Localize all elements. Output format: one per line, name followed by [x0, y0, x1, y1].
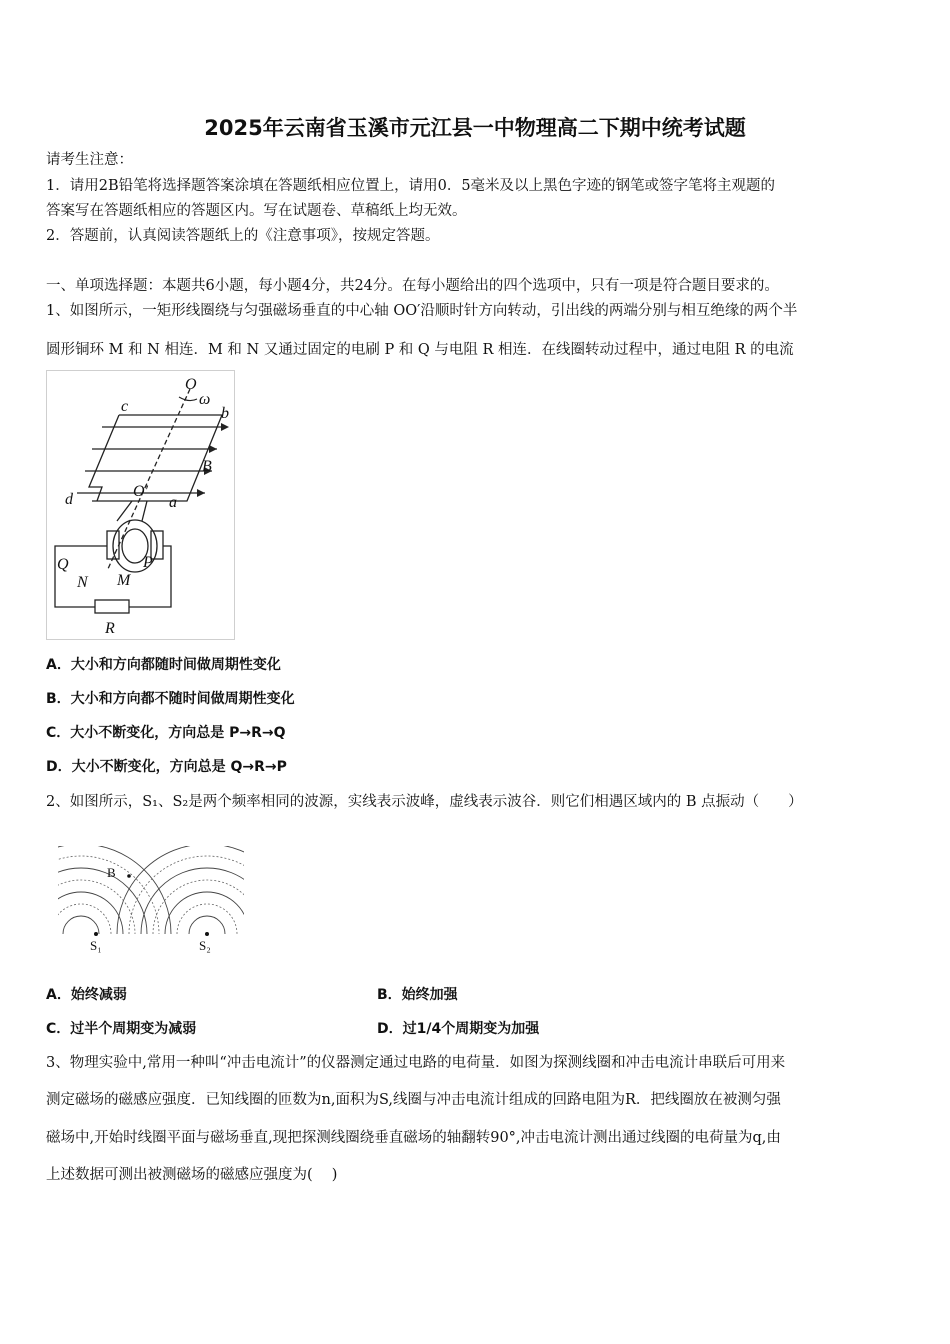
fig1-label-N: N [77, 574, 88, 591]
fig1-label-omega: ω [199, 391, 211, 408]
fig2-label-B: B [107, 865, 116, 880]
fig1-label-M: M [117, 572, 131, 589]
fig2-label-S1: S₁ [90, 938, 102, 953]
q3-stem-line-4: 上述数据可测出被测磁场的磁感应强度为( ) [46, 1167, 338, 1183]
q2-option-c: C．过半个周期变为减弱 [46, 1021, 197, 1037]
fig1-label-a: a [169, 494, 177, 511]
q3-stem-line-3: 磁场中,开始时线圈平面与磁场垂直,现把探测线圈绕垂直磁场的轴翻转90°,冲击电流计测出通过线圈的电荷量为q,由 [46, 1130, 781, 1146]
q1-option-a: A．大小和方向都随时间做周期性变化 [46, 657, 281, 673]
q1-stem-line-2: 圆形铜环 M 和 N 相连．M 和 N 又通过固定的电刷 P 和 Q 与电阻 R 相连．在线圈转动过程中，通过电阻 R 的电流 [46, 342, 794, 358]
fig1-label-d: d [65, 491, 73, 508]
q1-stem-line-1: 1、如图所示，一矩形线圈绕与匀强磁场垂直的中心轴 OO′沿顺时针方向转动，引出线的两端分别与相互绝缘的两个半 [46, 303, 798, 319]
q2-interference-diagram [54, 846, 248, 958]
fig1-label-b: b [221, 405, 229, 422]
notice-line-1a: 1．请用2B铅笔将选择题答案涂填在答题纸相应位置上，请用0．5毫米及以上黑色字迹的钢笔或签字笔将主观题的 [46, 178, 776, 194]
q1-figure [46, 370, 235, 640]
notice-line-1b: 答案写在答题纸相应的答题区内。写在试题卷、草稿纸上均无效。 [46, 203, 467, 219]
fig1-label-R: R [105, 620, 115, 637]
fig1-label-B: B [202, 458, 212, 475]
q2-option-a: A．始终减弱 [46, 987, 127, 1003]
fig2-label-S2: S₂ [199, 938, 211, 953]
page-title: 2025年云南省玉溪市元江县一中物理高二下期中统考试题 [204, 116, 746, 140]
section-heading: 一、单项选择题：本题共6小题，每小题4分，共24分。在每小题给出的四个选项中，只有一项是符合题目要求的。 [46, 278, 779, 294]
q2-figure [54, 846, 248, 958]
fig1-label-P: P [143, 554, 153, 571]
q2-option-d: D．过1/4个周期变为加强 [377, 1021, 540, 1037]
q3-stem-line-1: 3、物理实验中,常用一种叫“冲击电流计”的仪器测定通过电路的电荷量．如图为探测线圈和冲击电流计串联后可用来 [46, 1055, 786, 1071]
q1-option-b: B．大小和方向都不随时间做周期性变化 [46, 691, 295, 707]
q3-stem-line-2: 测定磁场的磁感应强度．已知线圈的匝数为n,面积为S,线圈与冲击电流计组成的回路电阻为R．把线圈放在被测匀强 [46, 1092, 781, 1108]
fig1-label-O: O [185, 376, 197, 393]
fig1-label-Q: Q [57, 556, 69, 573]
notice-heading: 请考生注意： [46, 152, 133, 168]
q1-coil-diagram [47, 371, 234, 639]
q2-option-b: B．始终加强 [377, 987, 458, 1003]
q1-option-c: C．大小不断变化，方向总是 P→R→Q [46, 725, 286, 741]
q2-stem-line-1: 2、如图所示，S₁、S₂是两个频率相同的波源，实线表示波峰，虚线表示波谷．则它们相遇区域内的 B 点振动（ ） [46, 794, 803, 810]
notice-line-2: 2．答题前，认真阅读答题纸上的《注意事项》，按规定答题。 [46, 228, 440, 244]
fig1-label-c: c [121, 398, 129, 415]
fig1-label-O-prime: O′ [133, 483, 149, 500]
q1-option-d: D．大小不断变化，方向总是 Q→R→P [46, 759, 287, 775]
